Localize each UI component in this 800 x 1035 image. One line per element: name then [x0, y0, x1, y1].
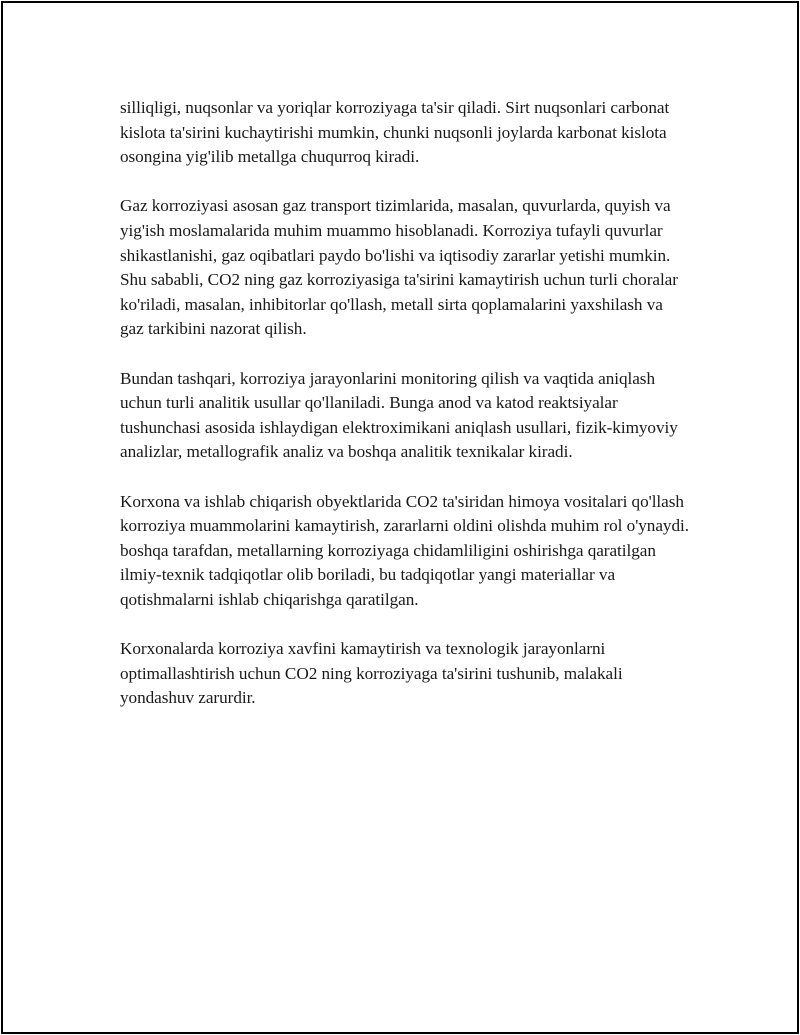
paragraph: Bundan tashqari, korroziya jarayonlarini monitoring qilish va vaqtida aniqlash uchun turli analitik usullar qo'llaniladi. Bunga anod va katod reaktsiyalar tushunchasi asosida ishlaydigan elektroximikani aniqlash usullari, fizik-kimyoviy analizlar, metallografik analiz va boshqa analitik texnikalar kiradi. — [120, 368, 678, 462]
paragraph: Gaz korroziyasi asosan gaz transport tizimlarida, masalan, quvurlarda, quyish va yig'ish moslamalarida muhim muammo hisoblanadi. Korroziya tufayli quvurlar shikastlanishi, gaz oqibatlari paydo bo'lishi va iqtisodiy zararlar yetishi mumkin. Shu sababli, CO2 ning gaz korroziyasiga ta'sirini kamaytirish uchun turli choralar ko'riladi, masalan, inhibitorlar qo'llash, metall sirta qoplamalarini yaxshilash va gaz tarkibini nazorat qilish. — [120, 196, 678, 339]
paragraph: silliqligi, nuqsonlar va yoriqlar korroziyaga ta'sir qiladi. Sirt nuqsonlari carbonat kislota ta'sirini kuchaytirishi mumkin, chunki nuqsonli joylarda karbonat kislota osongina yig'ilib metallga chuqurroq kiradi. — [120, 98, 670, 167]
paragraph: Korxonalarda korroziya xavfini kamaytirish va texnologik jarayonlarni optimallashtirish uchun CO2 ning korroziyaga ta'sirini tushunib, malakali yondashuv zarurdir. — [120, 639, 623, 708]
page-frame — [1, 1, 799, 1034]
paragraph: Korxona va ishlab chiqarish obyektlarida CO2 ta'siridan himoya vositalari qo'llash korroziya muammolarini kamaytirish, zararlarni oldini olishda muhim rol o'ynaydi. boshqa tarafdan, metallarning korroziyaga chidamliligini oshirishga qaratilgan ilmiy-texnik tadqiqotlar olib boriladi, bu tadqiqotlar yangi materiallar va qotishmalarni ishlab chiqarishga qaratilgan. — [120, 491, 689, 609]
document-body — [120, 96, 690, 735]
